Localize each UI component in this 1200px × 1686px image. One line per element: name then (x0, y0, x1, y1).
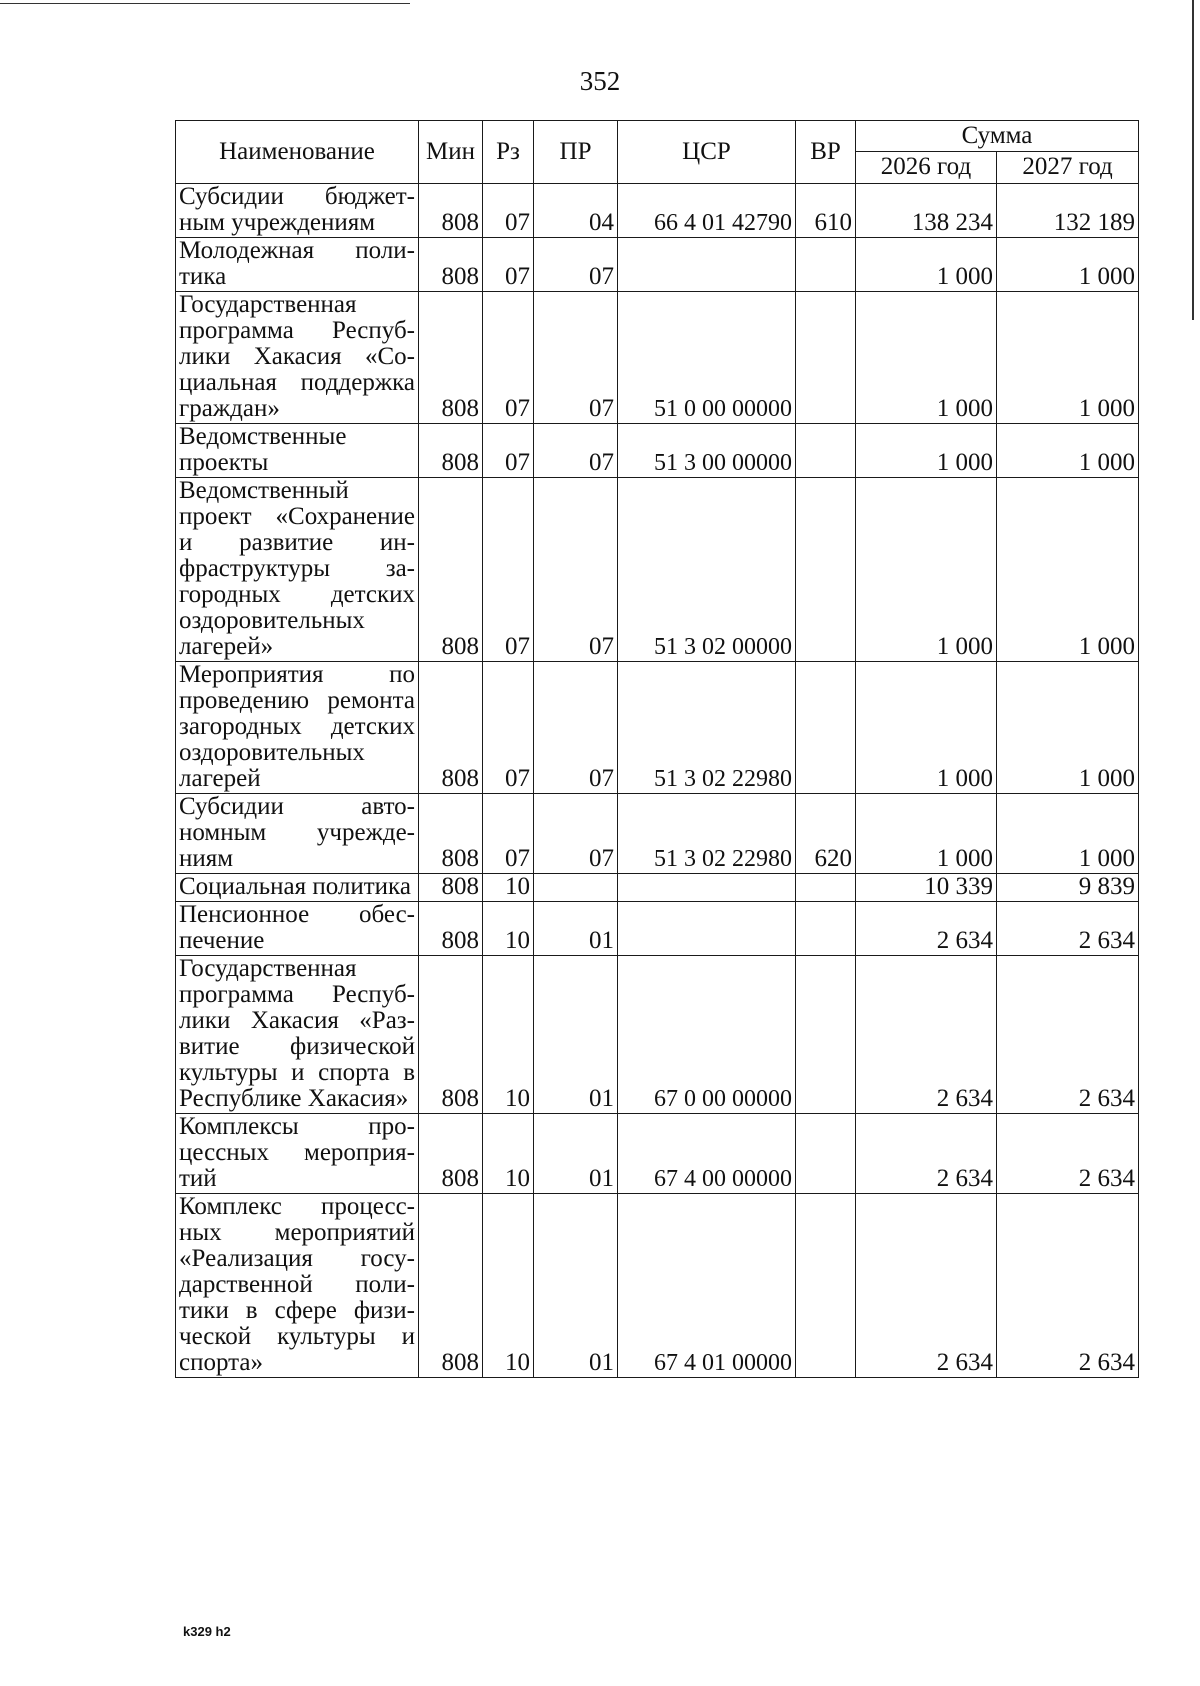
row-min: 808 (419, 184, 483, 238)
row-min: 808 (419, 1114, 483, 1194)
top-edge-rule (0, 3, 410, 4)
row-sum-2026: 1 000 (856, 424, 997, 478)
row-pr (534, 874, 618, 902)
row-sum-2027: 1 000 (997, 238, 1139, 292)
table-row (176, 662, 1139, 794)
row-pr: 07 (534, 478, 618, 662)
row-csr: 51 3 02 22980 (618, 794, 796, 874)
row-rz: 07 (483, 184, 534, 238)
row-min: 808 (419, 956, 483, 1114)
table-row (176, 902, 1139, 956)
table-row (176, 292, 1139, 424)
row-pr: 01 (534, 1114, 618, 1194)
row-sum-2026: 1 000 (856, 238, 997, 292)
header-year-2026: 2026 год (856, 152, 997, 184)
row-pr: 04 (534, 184, 618, 238)
row-csr (618, 874, 796, 902)
row-vr (796, 956, 856, 1114)
row-min: 808 (419, 794, 483, 874)
row-vr (796, 238, 856, 292)
row-sum-2026: 2 634 (856, 956, 997, 1114)
table-row (176, 1114, 1139, 1194)
table-header (176, 121, 1139, 184)
row-rz: 07 (483, 292, 534, 424)
row-sum-2026: 2 634 (856, 1114, 997, 1194)
row-csr: 67 4 00 00000 (618, 1114, 796, 1194)
row-name: Пенсионное обеспечение (176, 902, 419, 956)
table-body (176, 184, 1139, 1378)
row-csr: 51 3 02 00000 (618, 478, 796, 662)
row-min: 808 (419, 424, 483, 478)
row-sum-2027: 1 000 (997, 478, 1139, 662)
header-year-2027: 2027 год (997, 152, 1139, 184)
row-sum-2027: 132 189 (997, 184, 1139, 238)
row-vr (796, 1194, 856, 1378)
row-sum-2027: 2 634 (997, 1194, 1139, 1378)
table-row (176, 956, 1139, 1114)
row-name: Государственная программа Республики Хакасия «Развитие физической культуры и спорта в Республике Хакасия» (176, 956, 419, 1114)
row-csr (618, 902, 796, 956)
row-name: Комплексы процессных мероприятий (176, 1114, 419, 1194)
row-rz: 10 (483, 1114, 534, 1194)
right-edge-rule (1192, 0, 1194, 320)
row-csr: 51 3 00 00000 (618, 424, 796, 478)
row-name: Комплекс процессных мероприятий «Реализация государственной политики в сфере физической культуры и спорта» (176, 1194, 419, 1378)
row-sum-2026: 1 000 (856, 794, 997, 874)
table-row (176, 794, 1139, 874)
header-name: Наименование (176, 121, 419, 184)
row-sum-2027: 1 000 (997, 662, 1139, 794)
row-pr: 07 (534, 292, 618, 424)
row-name: Молодежная политика (176, 238, 419, 292)
row-min: 808 (419, 478, 483, 662)
row-min: 808 (419, 874, 483, 902)
row-rz: 07 (483, 238, 534, 292)
table-row (176, 424, 1139, 478)
row-rz: 10 (483, 902, 534, 956)
row-sum-2027: 2 634 (997, 956, 1139, 1114)
row-vr: 620 (796, 794, 856, 874)
row-sum-2026: 1 000 (856, 662, 997, 794)
row-sum-2027: 1 000 (997, 424, 1139, 478)
row-vr: 610 (796, 184, 856, 238)
row-name: Ведомственный проект «Сохранение и развитие инфраструктуры загородных детских оздоровительных лагерей» (176, 478, 419, 662)
row-rz: 07 (483, 424, 534, 478)
header-csr: ЦСР (618, 121, 796, 184)
footer-code: k329 h2 (183, 1624, 231, 1639)
row-min: 808 (419, 292, 483, 424)
row-csr: 51 3 02 22980 (618, 662, 796, 794)
row-sum-2027: 1 000 (997, 794, 1139, 874)
table-row (176, 238, 1139, 292)
row-sum-2027: 9 839 (997, 874, 1139, 902)
row-pr: 07 (534, 662, 618, 794)
row-csr: 67 0 00 00000 (618, 956, 796, 1114)
table-row (176, 478, 1139, 662)
header-sum: Сумма (856, 121, 1139, 152)
header-min: Мин (419, 121, 483, 184)
row-min: 808 (419, 662, 483, 794)
row-sum-2026: 1 000 (856, 478, 997, 662)
row-csr: 51 0 00 00000 (618, 292, 796, 424)
row-sum-2026: 1 000 (856, 292, 997, 424)
row-vr (796, 292, 856, 424)
header-pr: ПР (534, 121, 618, 184)
row-sum-2026: 138 234 (856, 184, 997, 238)
row-rz: 07 (483, 662, 534, 794)
row-csr: 66 4 01 42790 (618, 184, 796, 238)
table-row (176, 874, 1139, 902)
row-rz: 10 (483, 874, 534, 902)
row-rz: 10 (483, 956, 534, 1114)
row-csr: 67 4 01 00000 (618, 1194, 796, 1378)
row-sum-2027: 1 000 (997, 292, 1139, 424)
table-row (176, 184, 1139, 238)
row-vr (796, 424, 856, 478)
row-name: Субсидии бюджетным учреждениям (176, 184, 419, 238)
budget-table (175, 120, 1139, 1378)
row-vr (796, 1114, 856, 1194)
header-rz: Рз (483, 121, 534, 184)
row-name: Ведомственные проекты (176, 424, 419, 478)
row-sum-2026: 2 634 (856, 902, 997, 956)
row-pr: 01 (534, 1194, 618, 1378)
row-pr: 01 (534, 956, 618, 1114)
row-rz: 07 (483, 478, 534, 662)
page-number: 352 (579, 66, 621, 96)
row-vr (796, 478, 856, 662)
row-min: 808 (419, 238, 483, 292)
header-vr: ВР (796, 121, 856, 184)
row-name: Социальная политика (176, 874, 419, 902)
row-rz: 10 (483, 1194, 534, 1378)
row-csr (618, 238, 796, 292)
row-sum-2026: 10 339 (856, 874, 997, 902)
row-name: Мероприятия по проведению ремонта загородных детских оздоровительных лагерей (176, 662, 419, 794)
row-name: Субсидии автономным учреждениям (176, 794, 419, 874)
row-pr: 01 (534, 902, 618, 956)
table-row (176, 1194, 1139, 1378)
row-vr (796, 662, 856, 794)
row-sum-2027: 2 634 (997, 1114, 1139, 1194)
row-pr: 07 (534, 794, 618, 874)
row-min: 808 (419, 1194, 483, 1378)
row-pr: 07 (534, 424, 618, 478)
row-sum-2027: 2 634 (997, 902, 1139, 956)
row-vr (796, 902, 856, 956)
row-pr: 07 (534, 238, 618, 292)
row-rz: 07 (483, 794, 534, 874)
row-sum-2026: 2 634 (856, 1194, 997, 1378)
row-name: Государственная программа Республики Хакасия «Социальная поддержка граждан» (176, 292, 419, 424)
row-min: 808 (419, 902, 483, 956)
row-vr (796, 874, 856, 902)
